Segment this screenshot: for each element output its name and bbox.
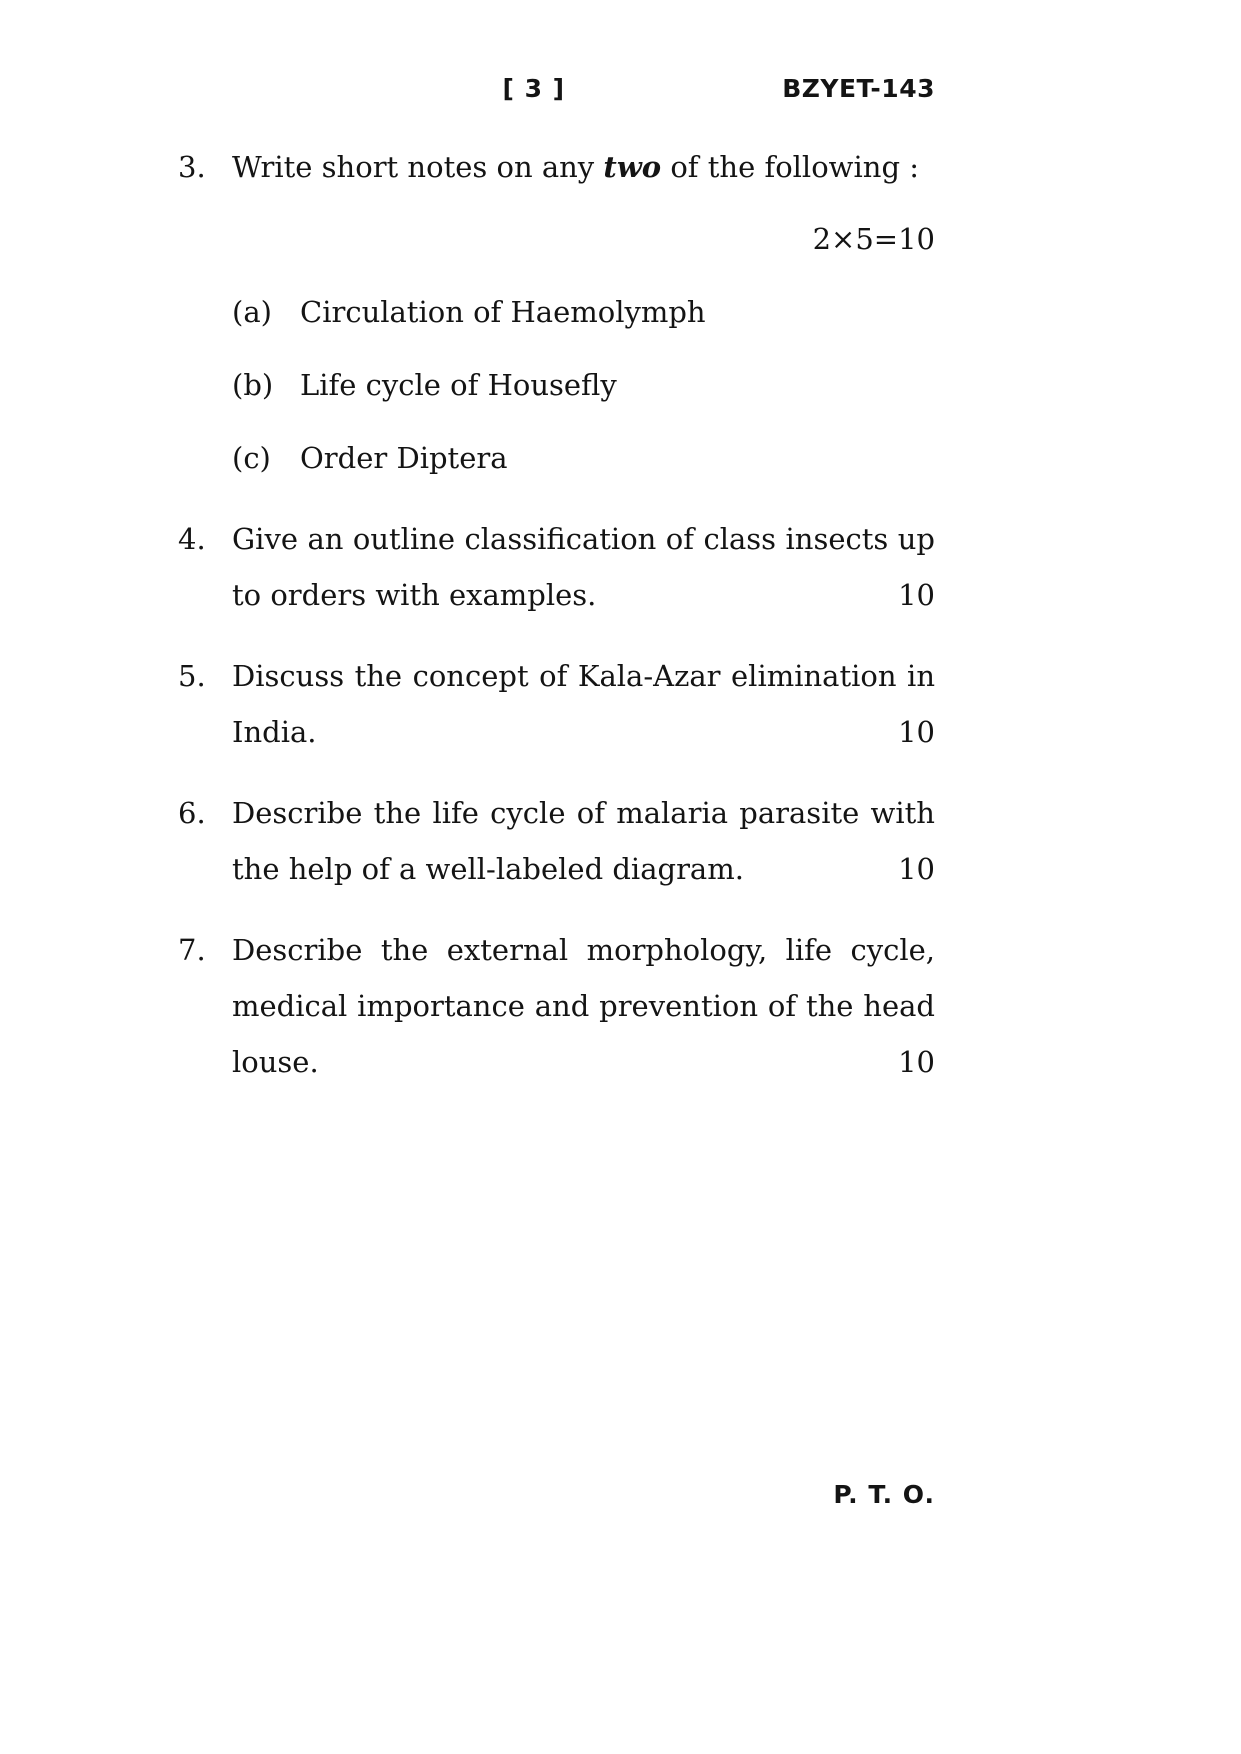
- subitem-c-label: (c): [232, 441, 271, 475]
- question-7-body: [232, 922, 935, 1090]
- question-5-body: [232, 648, 935, 760]
- question-3-emphasis: two: [603, 150, 662, 184]
- question-3: [178, 139, 935, 195]
- subitem-c-text: Order Diptera: [300, 441, 508, 475]
- question-3-marks: 2×5=10: [812, 222, 935, 256]
- question-4-number: 4.: [178, 522, 206, 556]
- question-6: [178, 785, 935, 897]
- subitem-a-label: (a): [232, 295, 272, 329]
- question-4-body: [232, 511, 935, 623]
- question-3-subitems: [232, 284, 935, 486]
- question-5-text: Discuss the concept of Kala-Azar elimination in India.: [232, 659, 935, 749]
- subitem-a-text: Circulation of Haemolymph: [300, 295, 706, 329]
- question-7-text: Describe the external morphology, life cycle, medical importance and prevention of the head louse.: [232, 933, 935, 1079]
- subitem-b-label: (b): [232, 368, 274, 402]
- question-3-text: [232, 139, 935, 195]
- question-7: [178, 922, 935, 1090]
- question-5: [178, 648, 935, 760]
- subitem-a: [232, 284, 935, 340]
- paper-code: BZYET-143: [782, 74, 935, 103]
- question-7-number: 7.: [178, 933, 206, 967]
- page-header: [178, 72, 935, 114]
- subitem-b-text: Life cycle of Housefly: [300, 368, 617, 402]
- question-4-text: Give an outline classification of class insects up to orders with examples.: [232, 522, 935, 612]
- question-4: [178, 511, 935, 623]
- pto-label: P. T. O.: [833, 1480, 935, 1509]
- question-7-marks: 10: [898, 1045, 935, 1079]
- question-5-number: 5.: [178, 659, 206, 693]
- question-6-body: [232, 785, 935, 897]
- question-6-number: 6.: [178, 796, 206, 830]
- question-4-marks: 10: [898, 578, 935, 612]
- subitem-c: [232, 430, 935, 486]
- question-5-marks: 10: [898, 715, 935, 749]
- question-6-text: Describe the life cycle of malaria parasite with the help of a well-labeled diagram.: [232, 796, 935, 886]
- question-6-marks: 10: [898, 852, 935, 886]
- question-3-text-before: Write short notes on any: [232, 150, 604, 184]
- question-3-number: 3.: [178, 150, 206, 184]
- subitem-b: [232, 357, 935, 413]
- page-number: [ 3 ]: [502, 74, 566, 103]
- question-3-text-after: of the following :: [661, 150, 919, 184]
- page-content: [178, 72, 935, 1090]
